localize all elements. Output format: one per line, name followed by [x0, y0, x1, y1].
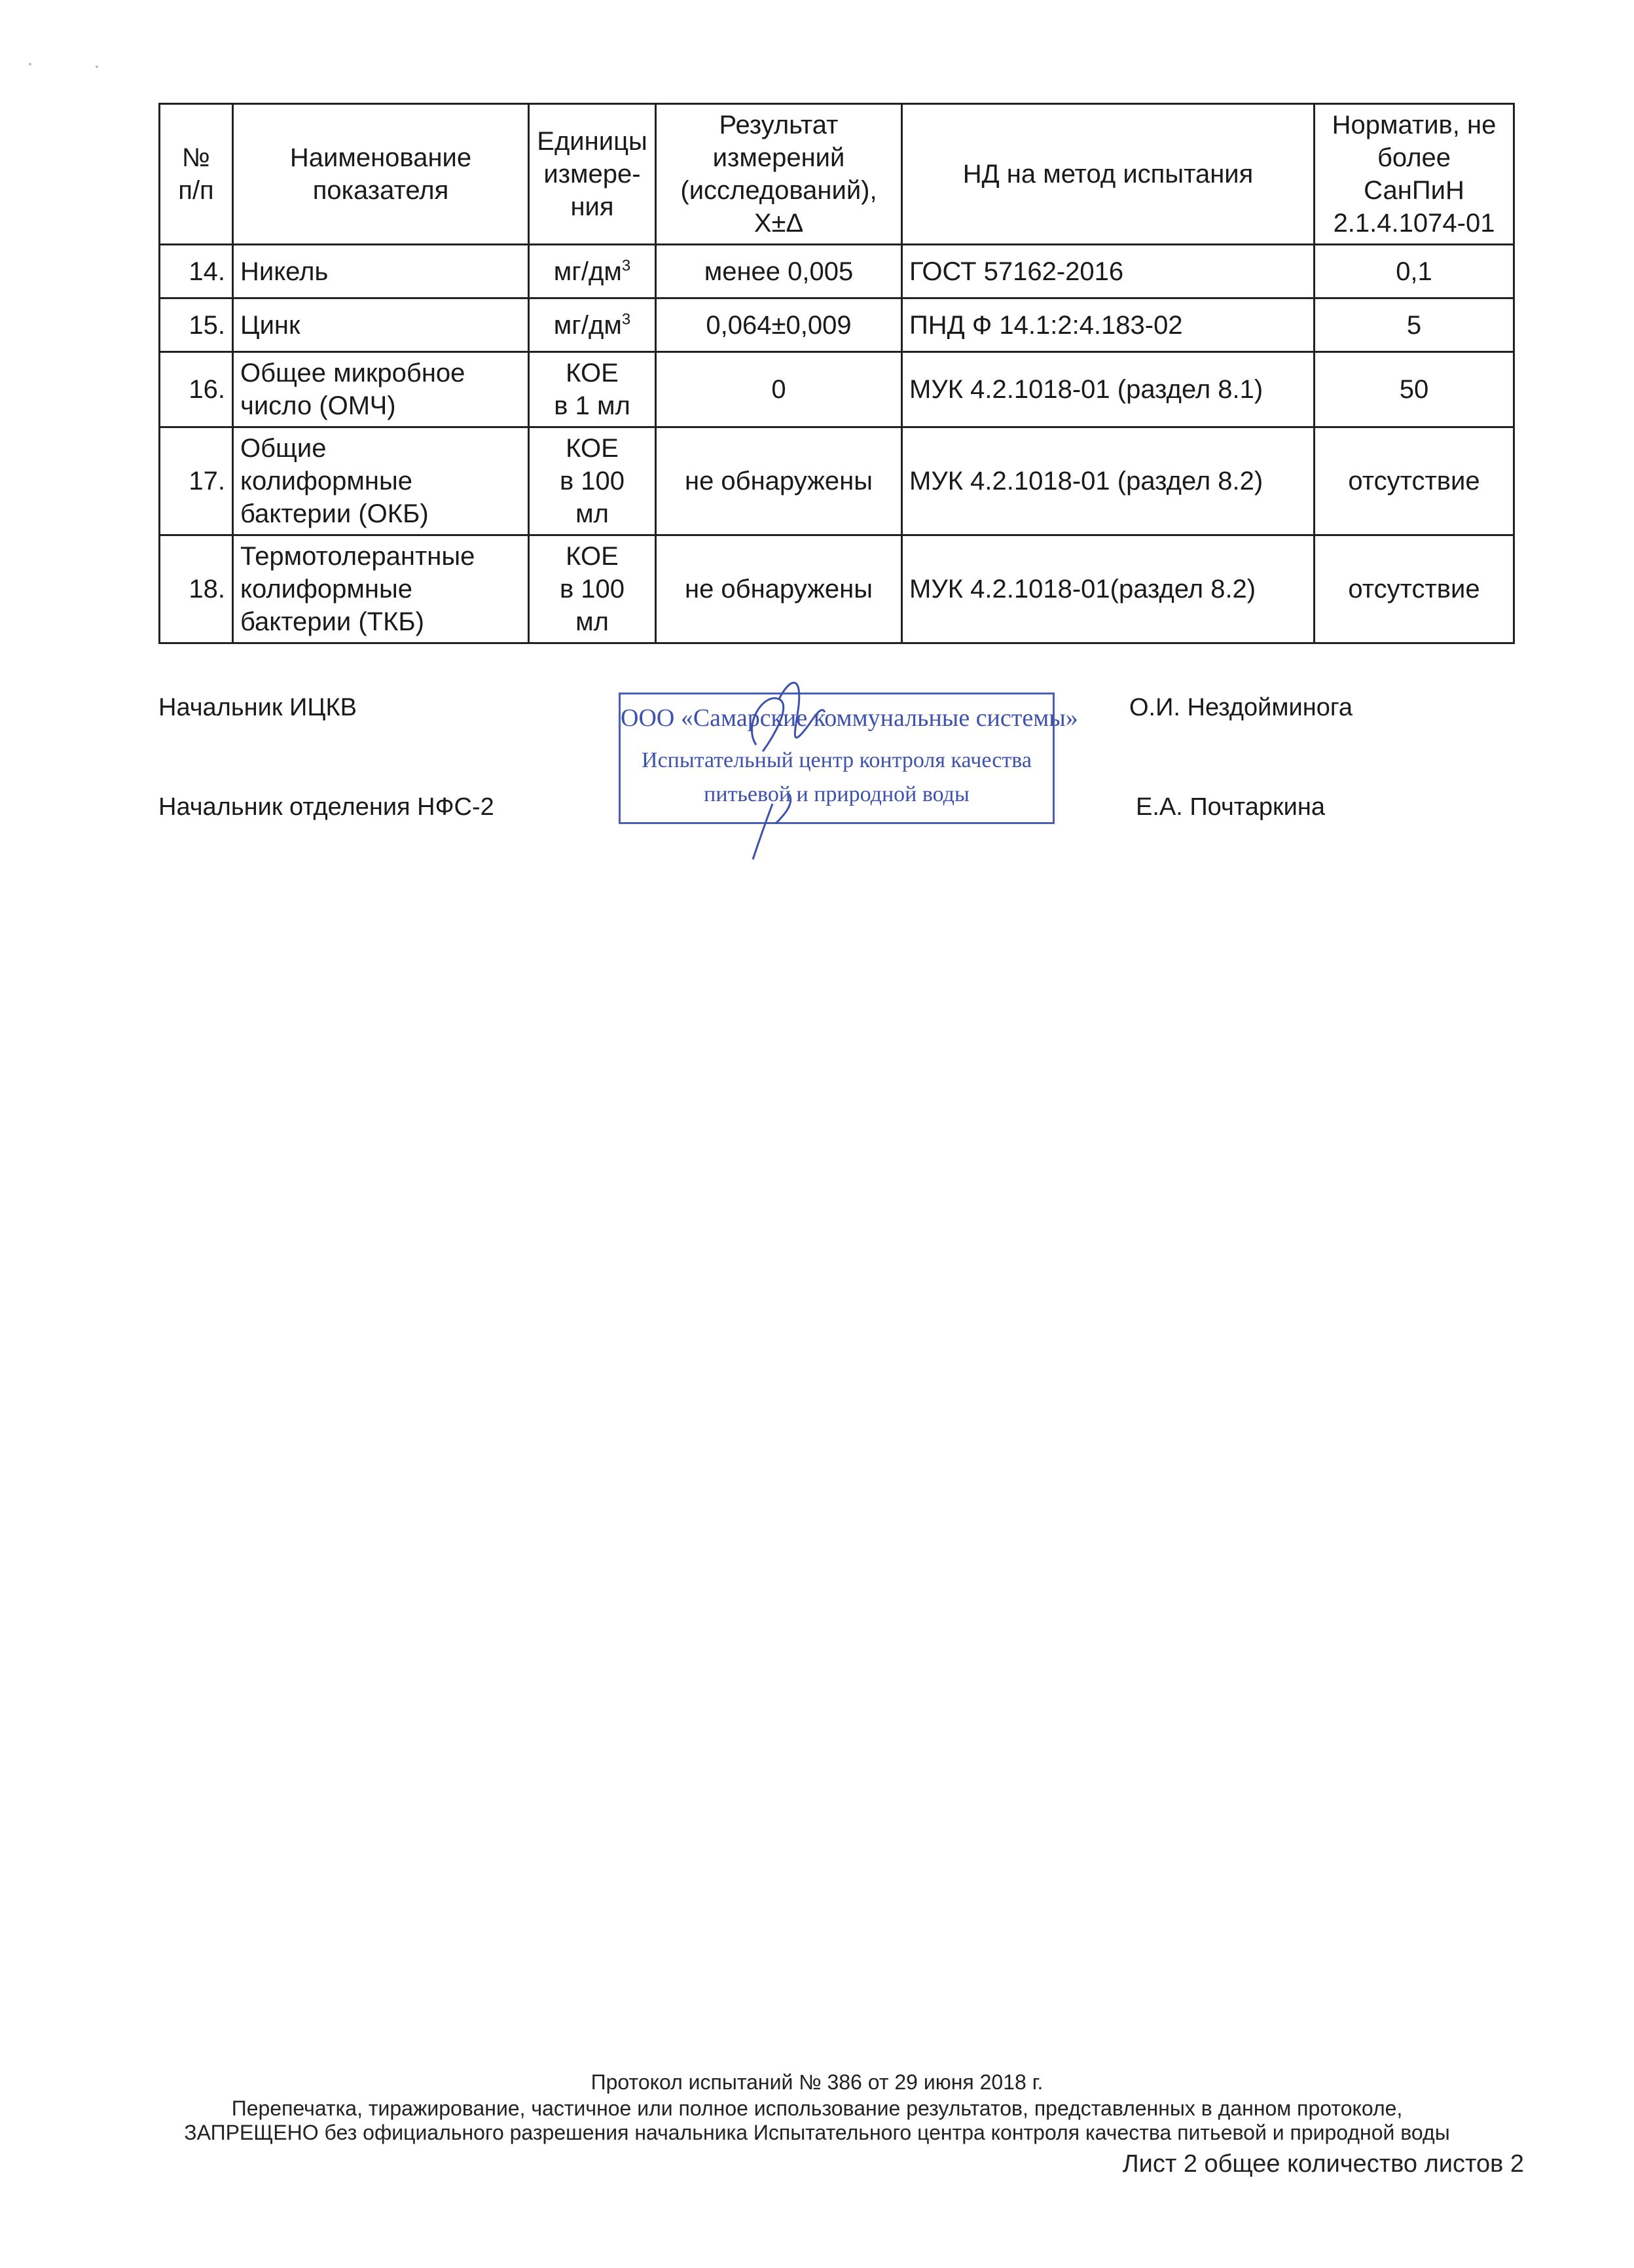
measurement-result: не обнаружены	[656, 535, 902, 643]
cell-line: СанПиН	[1364, 176, 1464, 205]
cell-line: Общие	[240, 434, 327, 463]
row-number: 16.	[160, 352, 233, 427]
footer-notice-1: Перепечатка, тиражирование, частичное или полное использование результатов, представленных в данном протоколе,	[231, 2097, 1403, 2120]
cell-line: Никель	[240, 257, 329, 286]
footer-protocol: Протокол испытаний № 386 от 29 июня 2018 г.	[590, 2070, 1044, 2094]
cell-line: $мг/дм^3$	[553, 310, 631, 340]
norm-value: отсутствие	[1315, 535, 1514, 643]
unit	[529, 427, 656, 535]
cell-line: в 100	[559, 575, 625, 603]
cell-line: бактерии (ТКБ)	[240, 607, 424, 636]
stamp-line-1: ООО «Самарские коммунальные системы»	[621, 704, 1078, 732]
measurement-result: не обнаружены	[656, 427, 902, 535]
indicator-name	[233, 352, 529, 427]
cell-line: Результат	[719, 111, 839, 139]
cell-line: 2.1.4.1074-01	[1333, 209, 1495, 238]
cell-line: измере-	[543, 160, 641, 189]
row-number: 18.	[160, 535, 233, 643]
signature-name-head: О.И. Нездойминога	[1129, 694, 1353, 721]
cell-line: в 100	[559, 467, 625, 495]
table-header-row	[160, 104, 1514, 245]
norm-value: 5	[1315, 298, 1514, 352]
header-num	[160, 104, 233, 245]
header-result	[656, 104, 902, 245]
cell-line: число (ОМЧ)	[240, 391, 396, 420]
header-method: НД на метод испытания	[902, 104, 1315, 245]
norm-value: 50	[1315, 352, 1514, 427]
stamp-line-3: питьевой и природной воды	[704, 782, 970, 806]
unit-superscript: 3	[621, 257, 631, 275]
sheet-counter: Лист 2 общее количество листов 2	[1122, 2150, 1524, 2178]
cell-line: бактерии (ОКБ)	[240, 499, 429, 528]
cell-line: измерений	[712, 143, 845, 172]
cell-line: мл	[575, 499, 609, 528]
cell-line: КОЕ	[566, 359, 619, 387]
handwritten-signature	[717, 666, 835, 863]
table-row	[160, 352, 1514, 427]
cell-line: (исследований),	[680, 176, 877, 205]
cell-line: п/п	[178, 176, 214, 205]
test-method: МУК 4.2.1018-01 (раздел 8.2)	[902, 427, 1315, 535]
measurement-result: менее 0,005	[656, 245, 902, 298]
cell-line: Норматив, не	[1332, 111, 1497, 139]
header-norm	[1315, 104, 1514, 245]
cell-line: $мг/дм^3$	[553, 257, 631, 286]
cell-line: Термотолерантные	[240, 542, 475, 571]
norm-value: 0,1	[1315, 245, 1514, 298]
row-number: 14.	[160, 245, 233, 298]
cell-line: КОЕ	[566, 542, 619, 571]
cell-line: Общее микробное	[240, 359, 465, 387]
cell-line: Цинк	[240, 310, 300, 340]
cell-line: №	[182, 143, 210, 172]
row-number: 17.	[160, 427, 233, 535]
stamp-line-2: Испытательный центр контроля качества	[642, 748, 1032, 772]
cell-line: Наименование	[289, 143, 472, 172]
table-row	[160, 427, 1514, 535]
indicator-name	[233, 298, 529, 352]
cell-line: более	[1377, 143, 1451, 172]
cell-line: Единицы	[537, 127, 647, 156]
measurement-result: 0,064±0,009	[656, 298, 902, 352]
signature-title-department: Начальник отделения НФС-2	[158, 793, 494, 821]
cell-line: ния	[570, 192, 614, 221]
cell-line: X±Δ	[753, 209, 804, 238]
organization-stamp	[619, 693, 1078, 823]
results-table	[158, 103, 1515, 644]
test-method: ГОСТ 57162-2016	[902, 245, 1315, 298]
unit	[529, 535, 656, 643]
indicator-name	[233, 535, 529, 643]
header-name	[233, 104, 529, 245]
table-row	[160, 245, 1514, 298]
unit	[529, 245, 656, 298]
signature-name-department: Е.А. Почтаркина	[1136, 793, 1325, 821]
cell-line: в 1 мл	[554, 391, 630, 420]
header-unit	[529, 104, 656, 245]
measurement-result: 0	[656, 352, 902, 427]
test-method: МУК 4.2.1018-01 (раздел 8.1)	[902, 352, 1315, 427]
table-row	[160, 535, 1514, 643]
table-row	[160, 298, 1514, 352]
stamp-frame	[619, 693, 1078, 824]
norm-value: отсутствие	[1315, 427, 1514, 535]
cell-line: колиформные	[240, 467, 412, 495]
scan-artifact	[29, 63, 31, 65]
footer-notice-2: ЗАПРЕЩЕНО без официального разрешения начальника Испытательного центра контроля качества питьевой и природной воды	[184, 2121, 1450, 2144]
row-number: 15.	[160, 298, 233, 352]
unit	[529, 298, 656, 352]
cell-line: КОЕ	[566, 434, 619, 463]
test-method: ПНД Ф 14.1:2:4.183-02	[902, 298, 1315, 352]
signature-title-head: Начальник ИЦКВ	[158, 694, 357, 721]
unit-superscript: 3	[621, 310, 631, 329]
test-method: МУК 4.2.1018-01(раздел 8.2)	[902, 535, 1315, 643]
unit	[529, 352, 656, 427]
indicator-name	[233, 427, 529, 535]
cell-line: мл	[575, 607, 609, 636]
cell-line: колиформные	[240, 575, 412, 603]
indicator-name	[233, 245, 529, 298]
scan-artifact	[96, 65, 98, 68]
cell-line: показателя	[312, 176, 449, 205]
